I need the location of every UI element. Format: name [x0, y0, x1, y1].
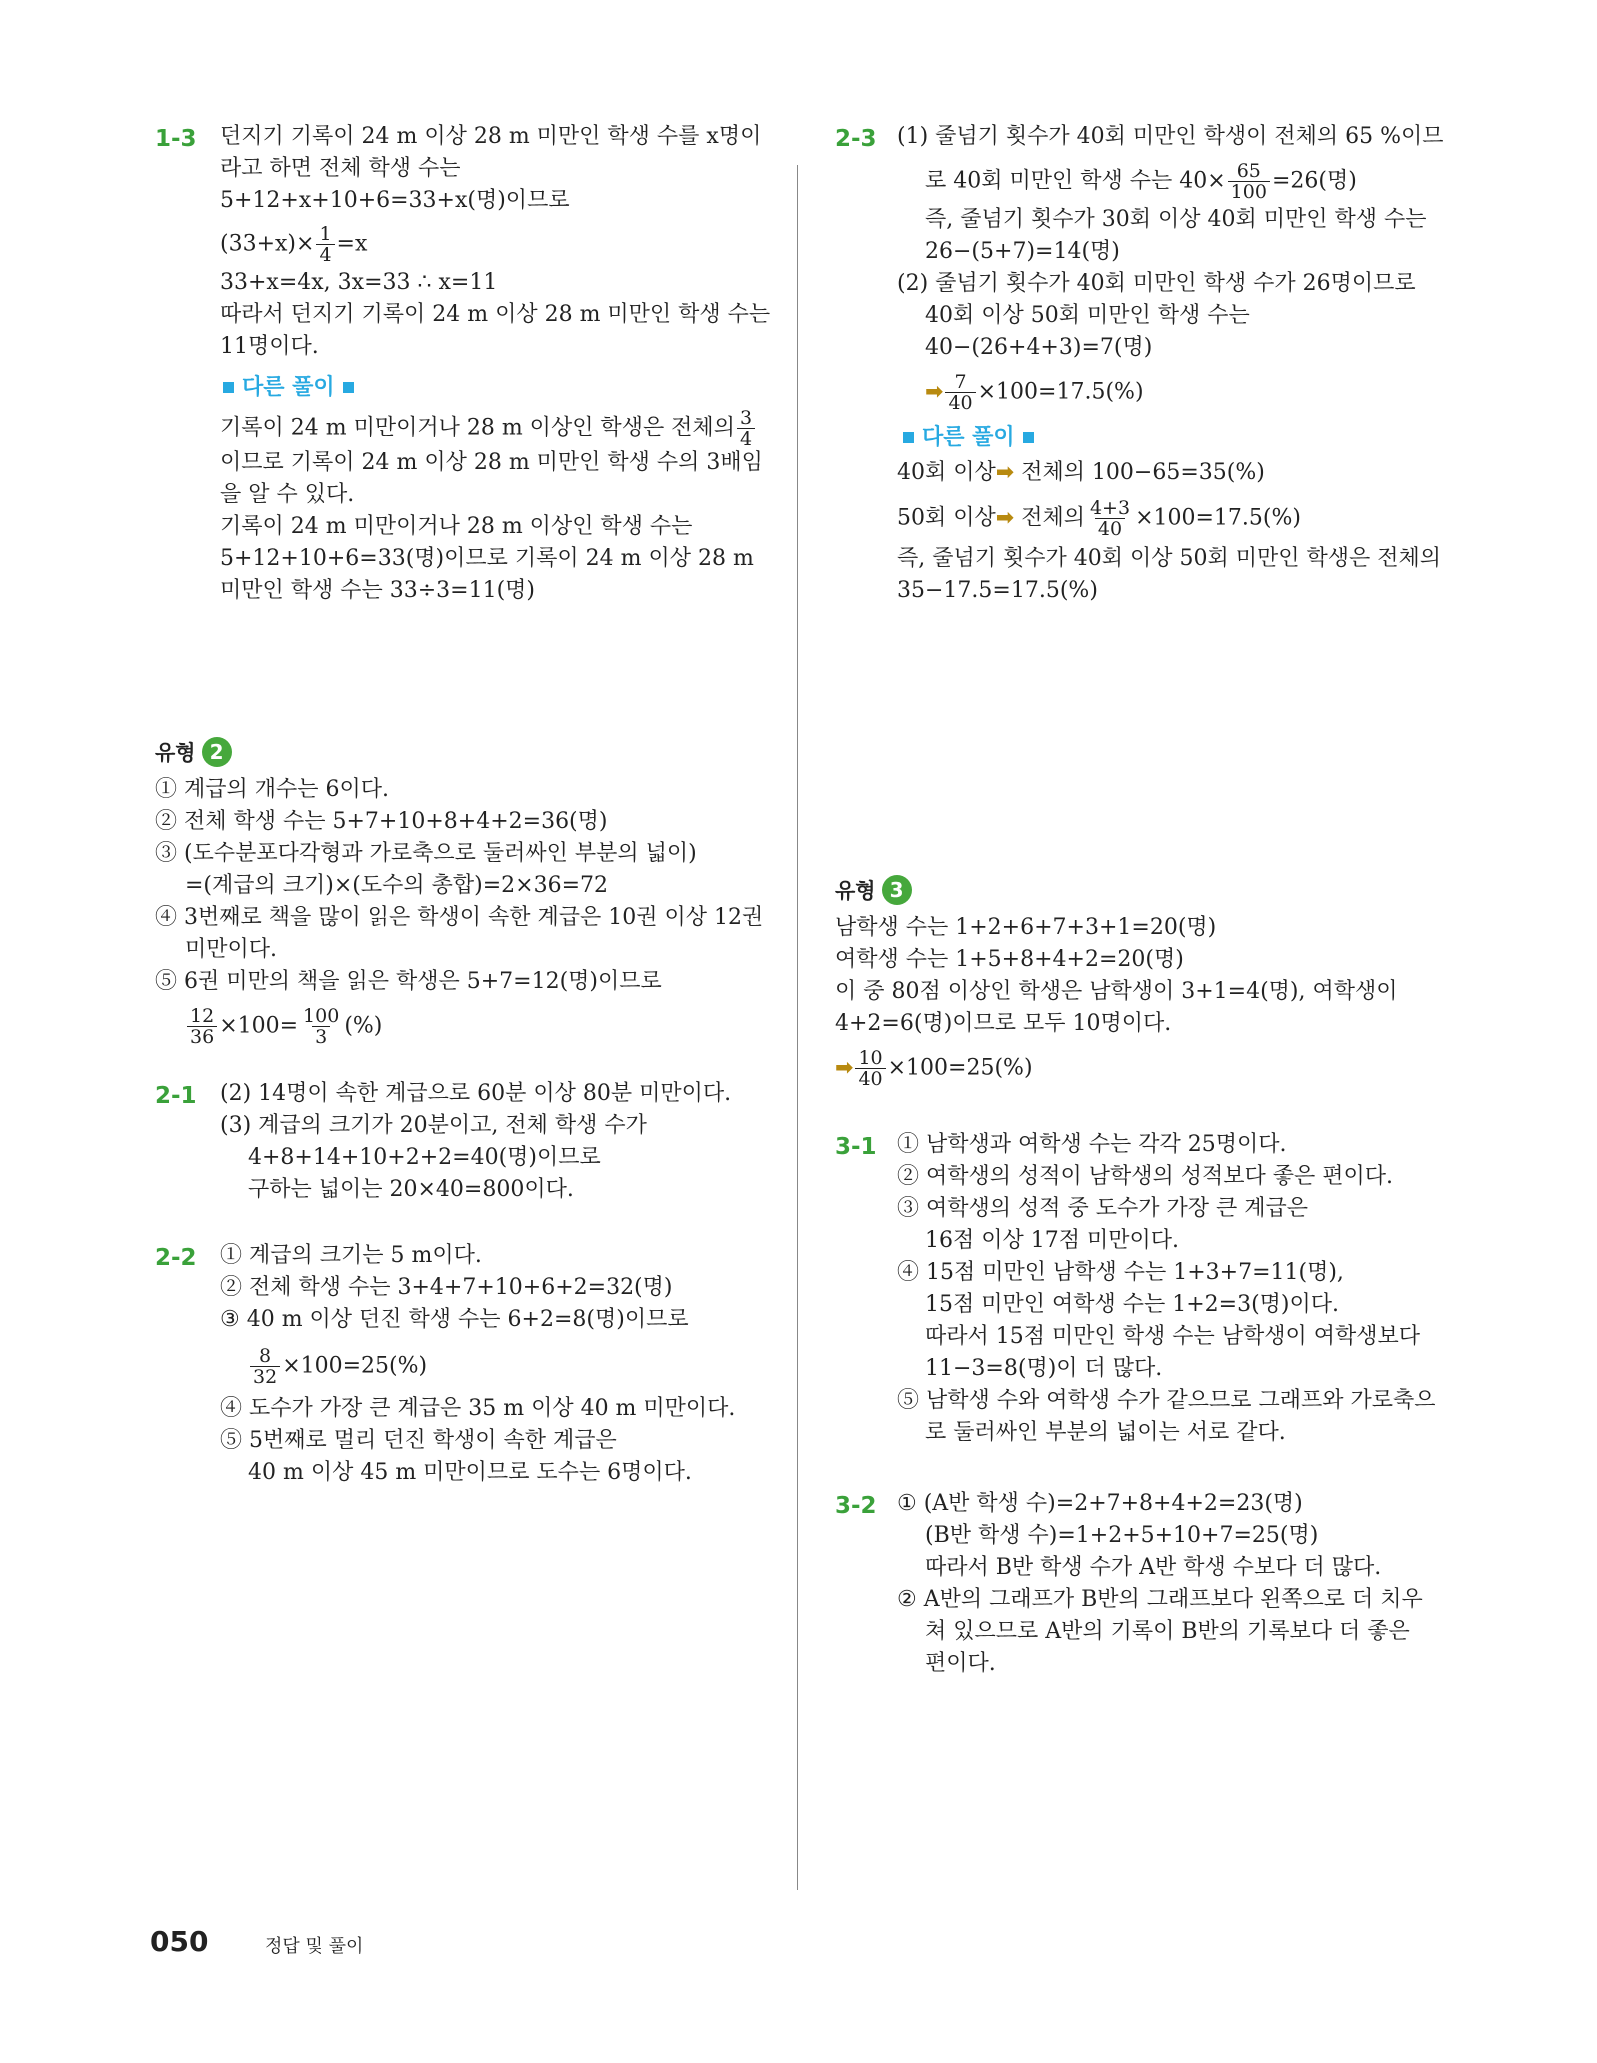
text-line: 따라서 B반 학생 수가 A반 학생 수보다 더 많다. [925, 1555, 1382, 1580]
text-line: ① 남학생과 여학생 수는 각각 25명이다. [897, 1132, 1287, 1157]
right-arrow-icon: ➡ [995, 460, 1015, 485]
equation-text: ×100=25(%) [282, 1353, 428, 1379]
text-line: 40−(26+4+3)=7(명) [925, 335, 1153, 360]
equation-line [925, 372, 1144, 413]
fraction [250, 1346, 280, 1387]
text-line: ⑤ 5번째로 멀리 던진 학생이 속한 계급은 [220, 1428, 617, 1453]
text: 40회 이상 [897, 460, 996, 485]
equation-line [925, 161, 1357, 202]
text: ×100=17.5(%) [1135, 505, 1301, 531]
text-line: (3) 계급의 크기가 20분이고, 전체 학생 수가 [220, 1113, 647, 1138]
text-line: 즉, 줄넘기 횟수가 40회 이상 50회 미만인 학생은 전체의 [897, 546, 1441, 571]
text-line: ② 여학생의 성적이 남학생의 성적보다 좋은 편이다. [897, 1164, 1393, 1189]
type-label: 유형 [835, 879, 876, 903]
text-line: 구하는 넓이는 20×40=800이다. [248, 1177, 574, 1202]
fraction-denominator: 4 [316, 244, 334, 265]
problem-number: 2-2 [155, 1245, 197, 1271]
text-line: 따라서 던지기 기록이 24 m 이상 28 m 미만인 학생 수는 [220, 302, 771, 327]
fraction [187, 1006, 217, 1047]
text-line: 26−(5+7)=14(명) [925, 239, 1120, 264]
text-line: 미만이다. [185, 937, 278, 962]
text-line: ⑤ 6권 미만의 책을 읽은 학생은 5+7=12(명)이므로 [155, 969, 662, 994]
equation-text: =x [336, 231, 368, 257]
text-line: 5+12+10+6=33(명)이므로 기록이 24 m 이상 28 m [220, 546, 754, 571]
text-line: 40 m 이상 45 m 미만이므로 도수는 6명이다. [248, 1460, 692, 1485]
text-line: 여학생 수는 1+5+8+4+2=20(명) [835, 947, 1184, 972]
text: 전체의 100−65=35(%) [1021, 460, 1265, 485]
equation-line [897, 498, 1301, 539]
text-line: =(계급의 크기)×(도수의 총합)=2×36=72 [185, 873, 608, 898]
square-bullet-icon [343, 382, 354, 393]
type-badge: 2 [202, 737, 232, 767]
text-line: 미만인 학생 수는 33÷3=11(명) [220, 578, 536, 603]
equation-text: ×100=17.5(%) [977, 379, 1144, 405]
text-line: 이 중 80점 이상인 학생은 남학생이 3+1=4(명), 여학생이 [835, 979, 1398, 1004]
text: 로 40회 미만인 학생 수는 40× [925, 168, 1226, 194]
equation-text: ×100=25(%) [887, 1055, 1033, 1081]
fraction-numerator: 8 [259, 1345, 272, 1367]
problem-number: 1-3 [155, 126, 197, 152]
problem-number: 3-2 [835, 1493, 877, 1519]
text: =26(명) [1271, 168, 1357, 194]
fraction-denominator: 4 [737, 428, 755, 449]
text-line: (B반 학생 수)=1+2+5+10+7=25(명) [925, 1523, 1319, 1548]
equation-text: (%) [344, 1013, 383, 1039]
type-heading [155, 737, 232, 767]
text-line: ① 계급의 개수는 6이다. [155, 777, 389, 802]
text-line: 4+2=6(명)이므로 모두 10명이다. [835, 1011, 1172, 1036]
right-arrow-icon: ➡ [835, 1055, 854, 1081]
text-line: ⑤ 남학생 수와 여학생 수가 같으므로 그래프와 가로축으 [897, 1388, 1436, 1413]
fraction [855, 1048, 885, 1089]
fraction-numerator: 12 [190, 1005, 215, 1027]
text-line: 던지기 기록이 24 m 이상 28 m 미만인 학생 수를 x명이 [220, 124, 762, 149]
page-number: 050 [150, 1925, 209, 1958]
text-line: 라고 하면 전체 학생 수는 [220, 156, 461, 181]
alt-solution-heading [895, 420, 1042, 451]
alt-solution-label: 다른 풀이 [922, 425, 1015, 450]
text: 50회 이상 [897, 505, 996, 531]
text-line: 11명이다. [220, 334, 319, 359]
fraction [300, 1006, 342, 1047]
fraction-denominator: 32 [250, 1366, 280, 1387]
fraction [945, 372, 975, 413]
fraction [1087, 498, 1133, 539]
fraction-denominator: 100 [1228, 181, 1270, 202]
text-line: ④ 3번째로 책을 많이 읽은 학생이 속한 계급은 10권 이상 12권 [155, 905, 764, 930]
square-bullet-icon [903, 432, 914, 443]
fraction-numerator: 7 [954, 371, 967, 393]
text-line: (2) 14명이 속한 계급으로 60분 이상 80분 미만이다. [220, 1081, 732, 1106]
text-line [220, 408, 757, 449]
fraction-denominator: 36 [187, 1026, 217, 1047]
text-line: 이므로 기록이 24 m 이상 28 m 미만인 학생 수의 3배임 [220, 450, 763, 475]
fraction-numerator: 3 [739, 407, 753, 429]
text-line: 쳐 있으므로 A반의 기록이 B반의 기록보다 더 좋은 [925, 1619, 1410, 1644]
fraction-denominator: 3 [312, 1026, 330, 1047]
type-badge: 3 [882, 875, 912, 905]
equation-text: (33+x)× [220, 231, 315, 257]
square-bullet-icon [1023, 432, 1034, 443]
text-line: ① 계급의 크기는 5 m이다. [220, 1243, 482, 1268]
fraction-numerator: 4+3 [1089, 497, 1131, 519]
text-line: (2) 줄넘기 횟수가 40회 미만인 학생 수가 26명이므로 [897, 271, 1416, 296]
text-line: 40회 이상 50회 미만인 학생 수는 [925, 303, 1250, 328]
equation-text: ×100= [219, 1013, 299, 1039]
text-line: 을 알 수 있다. [220, 482, 355, 507]
equation-line [248, 1346, 427, 1387]
text-line: ③ 40 m 이상 던진 학생 수는 6+2=8(명)이므로 [220, 1307, 689, 1332]
fraction-denominator: 40 [945, 392, 975, 413]
problem-number: 2-1 [155, 1083, 197, 1109]
text-line: ② 전체 학생 수는 3+4+7+10+6+2=32(명) [220, 1275, 673, 1300]
type-label: 유형 [155, 741, 196, 765]
right-arrow-icon: ➡ [925, 379, 944, 405]
text-line: ③ 여학생의 성적 중 도수가 가장 큰 계급은 [897, 1196, 1308, 1221]
text-line: 16점 이상 17점 미만이다. [925, 1228, 1179, 1253]
problem-number: 3-1 [835, 1134, 877, 1160]
text-line: 5+12+x+10+6=33+x(명)이므로 [220, 188, 570, 213]
fraction-denominator: 40 [1095, 518, 1125, 539]
text-line: ② A반의 그래프가 B반의 그래프보다 왼쪽으로 더 치우 [897, 1587, 1423, 1612]
fraction-numerator: 1 [319, 223, 332, 245]
footer-label: 정답 및 풀이 [265, 1936, 364, 1957]
fraction-numerator: 10 [858, 1047, 883, 1069]
fraction [737, 408, 755, 449]
text-line: ③ (도수분포다각형과 가로축으로 둘러싸인 부분의 넓이) [155, 841, 697, 866]
text-line: 15점 미만인 여학생 수는 1+2=3(명)이다. [925, 1292, 1340, 1317]
square-bullet-icon [223, 382, 234, 393]
text-line: (1) 줄넘기 횟수가 40회 미만인 학생이 전체의 65 %이므 [897, 124, 1444, 149]
text-line: 로 둘러싸인 부분의 넓이는 서로 같다. [925, 1420, 1286, 1445]
problem-number: 2-3 [835, 126, 877, 152]
text-line: ④ 15점 미만인 남학생 수는 1+3+7=11(명), [897, 1260, 1344, 1285]
text-line: ① (A반 학생 수)=2+7+8+4+2=23(명) [897, 1491, 1303, 1516]
text-line: 따라서 15점 미만인 학생 수는 남학생이 여학생보다 [925, 1324, 1420, 1349]
alt-solution-heading [215, 370, 362, 401]
fraction-numerator: 65 [1236, 160, 1261, 182]
right-arrow-icon: ➡ [995, 505, 1015, 531]
equation-line [185, 1006, 382, 1047]
fraction [1228, 161, 1270, 202]
text-line: 기록이 24 m 미만이거나 28 m 이상인 학생 수는 [220, 514, 693, 539]
text-line: 편이다. [925, 1651, 996, 1676]
text-line: 33+x=4x, 3x=33 ∴ x=11 [220, 270, 498, 295]
fraction [316, 224, 334, 265]
text-line: 남학생 수는 1+2+6+7+3+1=20(명) [835, 915, 1217, 940]
alt-solution-label: 다른 풀이 [242, 375, 335, 400]
text-line [897, 458, 1265, 488]
text-line: 35−17.5=17.5(%) [897, 578, 1098, 603]
text-line: ② 전체 학생 수는 5+7+10+8+4+2=36(명) [155, 809, 608, 834]
text-line: 4+8+14+10+2+2=40(명)이므로 [248, 1145, 601, 1170]
fraction-numerator: 100 [303, 1005, 340, 1027]
text-line: 11−3=8(명)이 더 많다. [925, 1356, 1163, 1381]
fraction-denominator: 40 [855, 1068, 885, 1089]
equation-line [220, 224, 367, 265]
text: 전체의 [1021, 505, 1085, 531]
text: 기록이 24 m 미만이거나 28 m 이상인 학생은 전체의 [220, 415, 735, 441]
equation-line [835, 1048, 1033, 1089]
text-line: 즉, 줄넘기 횟수가 30회 이상 40회 미만인 학생 수는 [925, 207, 1427, 232]
column-divider [797, 165, 798, 1890]
type-heading [835, 875, 912, 905]
text-line: ④ 도수가 가장 큰 계급은 35 m 이상 40 m 미만이다. [220, 1396, 736, 1421]
